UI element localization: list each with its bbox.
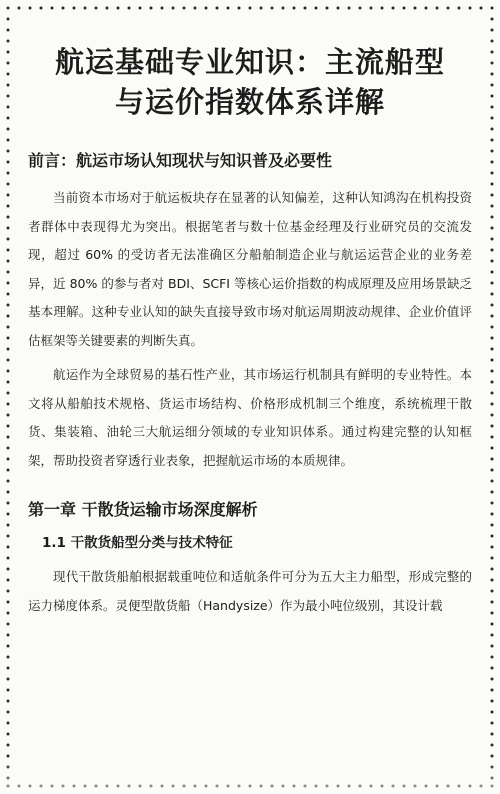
- border-dot: [7, 282, 10, 285]
- border-dot: [7, 524, 10, 527]
- border-dot: [491, 733, 494, 736]
- border-dot: [491, 711, 494, 714]
- border-dot: [491, 29, 494, 32]
- border-dot: [7, 612, 10, 615]
- border-dot: [216, 7, 219, 10]
- border-dot: [7, 271, 10, 274]
- border-dot: [7, 18, 10, 21]
- border-dot: [491, 436, 494, 439]
- border-dot: [205, 7, 208, 10]
- border-dot: [7, 62, 10, 65]
- border-dot: [491, 260, 494, 263]
- chapter-1-heading: 第一章 干散货运输市场深度解析: [28, 500, 258, 519]
- border-dot: [491, 73, 494, 76]
- border-dot: [491, 315, 494, 318]
- border-dot: [491, 205, 494, 208]
- title-line-1: 航运基础专业知识：主流船型: [54, 45, 445, 79]
- border-dot: [139, 7, 142, 10]
- border-dot: [491, 513, 494, 516]
- border-dot: [491, 634, 494, 637]
- border-dot: [491, 370, 494, 373]
- border-dot: [282, 7, 285, 10]
- border-dot: [491, 744, 494, 747]
- border-dot: [7, 733, 10, 736]
- border-dot: [403, 7, 406, 10]
- border-dot: [7, 502, 10, 505]
- border-dot: [491, 601, 494, 604]
- border-dot: [491, 51, 494, 54]
- border-dot: [491, 612, 494, 615]
- border-dot: [491, 227, 494, 230]
- border-dot: [7, 579, 10, 582]
- border-dot: [172, 7, 175, 10]
- border-dot: [491, 161, 494, 164]
- border-dot: [370, 7, 373, 10]
- border-dot: [7, 557, 10, 560]
- border-dot: [491, 689, 494, 692]
- border-dot: [95, 7, 98, 10]
- border-dot: [7, 381, 10, 384]
- border-dot: [7, 403, 10, 406]
- border-dot: [293, 7, 296, 10]
- border-dot: [7, 469, 10, 472]
- border-dot: [84, 7, 87, 10]
- border-dot: [7, 183, 10, 186]
- border-dot: [7, 414, 10, 417]
- border-dot: [491, 183, 494, 186]
- border-dot: [7, 216, 10, 219]
- border-dot: [183, 7, 186, 10]
- border-dot: [40, 7, 43, 10]
- border-dot: [469, 7, 472, 10]
- section-1-1-heading: 1.1 干散货船型分类与技术特征: [42, 535, 233, 551]
- border-dot: [7, 601, 10, 604]
- document-title: [28, 42, 472, 122]
- border-dot: [7, 755, 10, 758]
- border-dot: [7, 40, 10, 43]
- border-dot: [491, 524, 494, 527]
- border-dot: [491, 150, 494, 153]
- border-dot: [491, 579, 494, 582]
- border-dot: [491, 414, 494, 417]
- preface-heading: 前言：航运市场认知现状与知识普及必要性: [28, 151, 333, 170]
- border-dot: [7, 337, 10, 340]
- border-dot: [491, 425, 494, 428]
- border-dot: [7, 623, 10, 626]
- border-dot: [7, 150, 10, 153]
- border-dot: [7, 711, 10, 714]
- border-dot: [491, 304, 494, 307]
- border-dot: [194, 7, 197, 10]
- border-dot: [7, 722, 10, 725]
- border-dot: [7, 194, 10, 197]
- border-dot: [7, 227, 10, 230]
- border-dot: [491, 656, 494, 659]
- border-dot: [7, 315, 10, 318]
- border-dot: [491, 678, 494, 681]
- border-dot: [7, 161, 10, 164]
- border-dot: [491, 238, 494, 241]
- border-dot: [491, 139, 494, 142]
- border-dot: [491, 282, 494, 285]
- border-dot: [7, 392, 10, 395]
- border-dot: [238, 7, 241, 10]
- border-dot: [7, 700, 10, 703]
- border-dot: [491, 546, 494, 549]
- border-dot: [7, 172, 10, 175]
- border-dot: [7, 656, 10, 659]
- border-dot: [7, 29, 10, 32]
- border-dot: [73, 7, 76, 10]
- border-dot: [161, 7, 164, 10]
- border-dot: [491, 40, 494, 43]
- border-dot: [7, 568, 10, 571]
- border-dot: [491, 337, 494, 340]
- border-dot: [348, 7, 351, 10]
- border-dot: [7, 238, 10, 241]
- bottom-fade: [0, 760, 500, 794]
- border-dot: [7, 535, 10, 538]
- border-dot: [7, 491, 10, 494]
- border-dot: [491, 392, 494, 395]
- border-dot: [480, 7, 483, 10]
- border-dot: [51, 7, 54, 10]
- border-dot: [414, 7, 417, 10]
- border-dot: [7, 667, 10, 670]
- border-dot: [491, 568, 494, 571]
- title-line-2: 与运价指数体系详解: [114, 85, 385, 119]
- border-dot: [7, 546, 10, 549]
- section-1-1-paragraph-1: 现代干散货船舶根据载重吨位和适航条件可分为五大主力船型，形成完整的运力梯度体系。灵便型散货船（Handysize）作为最小吨位级别，其设计载: [28, 569, 472, 613]
- border-dot: [491, 117, 494, 120]
- border-dot: [381, 7, 384, 10]
- border-dot: [491, 491, 494, 494]
- border-dot: [7, 678, 10, 681]
- border-dot: [491, 480, 494, 483]
- border-dot: [7, 293, 10, 296]
- border-dot: [491, 18, 494, 21]
- border-dot: [7, 436, 10, 439]
- border-dot: [491, 645, 494, 648]
- border-dot: [491, 128, 494, 131]
- border-dot: [491, 623, 494, 626]
- border-dot: [491, 293, 494, 296]
- border-dot: [7, 128, 10, 131]
- border-dot: [304, 7, 307, 10]
- border-dot: [7, 513, 10, 516]
- border-dot: [392, 7, 395, 10]
- border-dot: [491, 557, 494, 560]
- border-dot: [491, 271, 494, 274]
- preface-paragraph-1: 当前资本市场对于航运板块存在显著的认知偏差，这种认知鸿沟在机构投资者群体中表现得尤为突出。根据笔者与数十位基金经理及行业研究员的交流发现，超过 60% 的受访者无法准确区分船舶制造企业与航运运营企业的业务差异，近 80% 的参与者对 BDI、SCFI 等核心运价指数的构成原理及应用场景缺乏基本理解。这种专业认知的缺失直接导致市场对航运周期波动规律、企业价值评估框架等关键要素的判断失真。: [28, 190, 472, 348]
- border-dot: [7, 480, 10, 483]
- border-dot: [7, 634, 10, 637]
- border-dot: [7, 51, 10, 54]
- border-dot: [7, 425, 10, 428]
- border-dot: [7, 348, 10, 351]
- border-dot: [7, 458, 10, 461]
- border-dot: [7, 117, 10, 120]
- border-dot: [491, 106, 494, 109]
- document-page: [28, 42, 472, 620]
- border-dot: [7, 590, 10, 593]
- border-dot: [447, 7, 450, 10]
- border-dot: [491, 755, 494, 758]
- border-dot: [271, 7, 274, 10]
- border-dot: [7, 260, 10, 263]
- border-dot: [7, 139, 10, 142]
- border-dot: [29, 7, 32, 10]
- border-dot: [7, 106, 10, 109]
- border-dot: [7, 95, 10, 98]
- border-dot: [491, 95, 494, 98]
- border-dot: [7, 304, 10, 307]
- border-dot: [491, 381, 494, 384]
- border-dot: [62, 7, 65, 10]
- border-dot: [491, 62, 494, 65]
- border-dot: [491, 502, 494, 505]
- border-dot: [491, 590, 494, 593]
- border-dot: [436, 7, 439, 10]
- border-dot: [491, 172, 494, 175]
- border-dot: [337, 7, 340, 10]
- border-dot: [7, 447, 10, 450]
- border-dot: [315, 7, 318, 10]
- border-dot: [249, 7, 252, 10]
- border-dot: [7, 7, 10, 10]
- border-dot: [491, 84, 494, 87]
- border-dot: [491, 194, 494, 197]
- border-dot: [7, 645, 10, 648]
- border-dot: [7, 326, 10, 329]
- border-dot: [491, 722, 494, 725]
- border-dot: [7, 73, 10, 76]
- border-dot: [491, 7, 494, 10]
- border-dot: [491, 249, 494, 252]
- border-dot: [491, 359, 494, 362]
- border-dot: [491, 469, 494, 472]
- border-dot: [491, 447, 494, 450]
- border-dot: [491, 216, 494, 219]
- border-dot: [7, 84, 10, 87]
- border-dot: [491, 403, 494, 406]
- border-dot: [359, 7, 362, 10]
- border-dot: [458, 7, 461, 10]
- border-dot: [117, 7, 120, 10]
- border-dot: [7, 205, 10, 208]
- border-dot: [491, 535, 494, 538]
- border-dot: [7, 370, 10, 373]
- border-dot: [326, 7, 329, 10]
- border-dot: [491, 326, 494, 329]
- border-dot: [7, 249, 10, 252]
- preface-paragraph-2: 航运作为全球贸易的基石性产业，其市场运行机制具有鲜明的专业特性。本文将从船舶技术规格、货运市场结构、价格形成机制三个维度，系统梳理干散货、集装箱、油轮三大航运细分领域的专业知识体系。通过构建完整的认知框架，帮助投资者穿透行业表象，把握航运市场的本质规律。: [28, 367, 472, 468]
- border-dot: [227, 7, 230, 10]
- border-dot: [106, 7, 109, 10]
- border-dot: [491, 458, 494, 461]
- border-dot: [491, 348, 494, 351]
- border-dot: [7, 744, 10, 747]
- border-dot: [425, 7, 428, 10]
- border-dot: [491, 667, 494, 670]
- border-dot: [260, 7, 263, 10]
- border-dot: [491, 700, 494, 703]
- border-dot: [150, 7, 153, 10]
- border-dot: [128, 7, 131, 10]
- border-dot: [7, 689, 10, 692]
- border-dot: [18, 7, 21, 10]
- border-dot: [7, 359, 10, 362]
